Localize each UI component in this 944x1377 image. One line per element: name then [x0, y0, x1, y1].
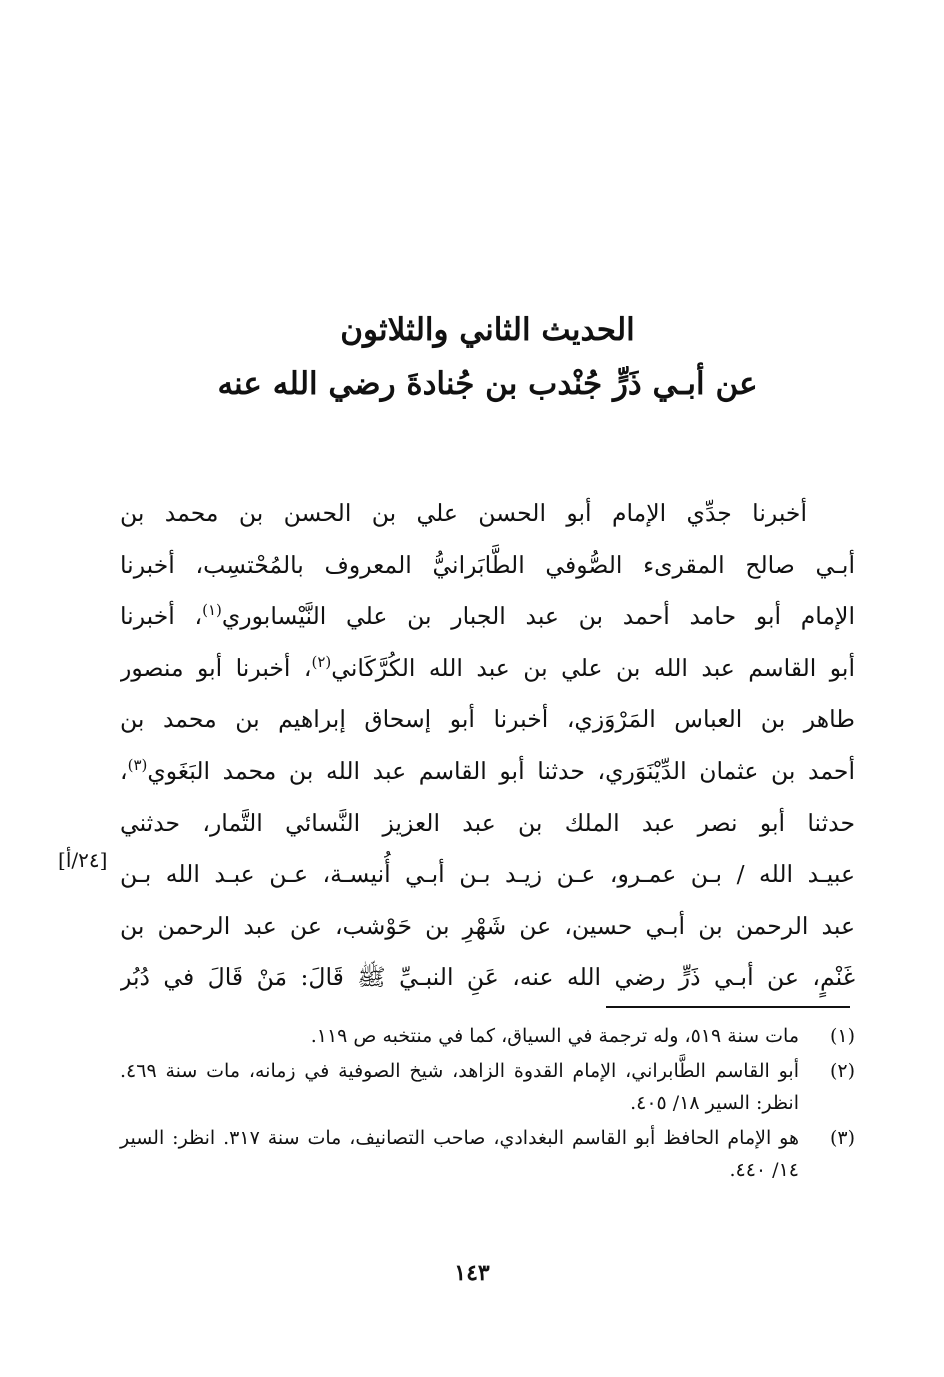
- footnote-text: هو الإمام الحافظ أبو القاسم البغدادي، صاحب التصانيف، مات سنة ٣١٧. انظر: السير ١٤/ ٤٤٠.: [120, 1127, 799, 1181]
- text-line-content: ، أخبرنا أبو منصور: [120, 653, 312, 682]
- footnote: [120, 1122, 855, 1186]
- page-number: ١٤٣: [454, 1260, 490, 1286]
- text-line: [120, 540, 855, 592]
- footnote-separator: [606, 1006, 850, 1008]
- text-line-content: عبيـد الله / بـن عمـرو، عـن زيـد بـن أبـي أُنيسـة، عـن عبـد الله بـن: [120, 860, 855, 889]
- text-line-content: أخبرنا جدِّي الإمام أبو الحسن علي بن الحسن بن محمد بن: [120, 499, 807, 527]
- chapter-subtitle: عن أبـي ذَرٍّ جُنْدب بن جُنادةَ رضي الله عنه: [217, 366, 758, 402]
- footnote-number: (٢): [829, 1060, 855, 1082]
- text-line-content: أبـي صالح المقرىء الصُّوفي الطَّابَرانيُّ المعروف بالمُحْتسِب، أخبرنا: [120, 550, 855, 579]
- text-line: [120, 952, 855, 1004]
- footnotes: [120, 1020, 855, 1189]
- text-line: [120, 643, 855, 695]
- text-line-content: حدثنا أبو نصر عبد الملك بن عبد العزيز النَّسائي التَّمار، حدثني: [120, 808, 855, 837]
- text-line-content: غَنْمٍ، عن أبـي ذَرٍّ رضي الله عنه، عَنِ النبـيِّ ﷺ قَالَ: مَنْ قَالَ في دُبُر: [120, 963, 855, 992]
- text-line: [120, 798, 855, 850]
- text-line-content: طاهر بن العباس المَرْوَزي، أخبرنا أبو إسحاق إبراهيم بن محمد بن: [120, 705, 855, 734]
- text-line: [120, 746, 855, 798]
- hadith-text: [120, 488, 855, 1004]
- text-line-content: الإمام أبو حامد أحمد بن عبد الجبار بن علي النَّيْسابوري: [221, 602, 855, 631]
- text-line: [120, 694, 855, 746]
- text-line-content: ،: [120, 756, 128, 785]
- text-line-content: ، أخبرنا: [120, 602, 203, 631]
- text-line-content: أبو القاسم عبد الله بن علي بن عبد الله الكُرَّكَاني: [331, 653, 855, 682]
- text-line: [120, 901, 855, 953]
- manuscript-folio-marker: [٢٤/أ]: [58, 848, 108, 872]
- footnote-marker: (٢): [311, 652, 332, 671]
- text-line: [120, 591, 855, 643]
- text-line: [120, 488, 855, 540]
- footnote: [120, 1055, 855, 1119]
- footnote-text: أبو القاسم الطَّابراني، الإمام القدوة الزاهد، شيخ الصوفية في زمانه، مات سنة ٤٦٩. انظر: السير ١٨/ ٤٠٥.: [120, 1060, 799, 1114]
- footnote-marker: (١): [202, 601, 222, 620]
- text-line-content: عبد الرحمن بن أبـي حسين، عن شَهْرِ بن حَوْشب، عن عبد الرحمن بن: [120, 911, 855, 940]
- footnote-number: (٣): [829, 1127, 855, 1149]
- chapter-title: الحديث الثاني والثلاثون: [340, 312, 635, 348]
- footnote: [120, 1020, 855, 1052]
- footnote-text: مات سنة ٥١٩، وله ترجمة في السياق، كما في منتخبه ص ١١٩.: [310, 1025, 799, 1047]
- footnote-number: (١): [829, 1025, 855, 1047]
- footnote-marker: (٣): [127, 756, 148, 775]
- text-line-content: أحمد بن عثمان الدِّيْنَوَري، حدثنا أبو القاسم عبد الله بن محمد البَغَوي: [147, 756, 855, 785]
- text-line: [120, 849, 855, 901]
